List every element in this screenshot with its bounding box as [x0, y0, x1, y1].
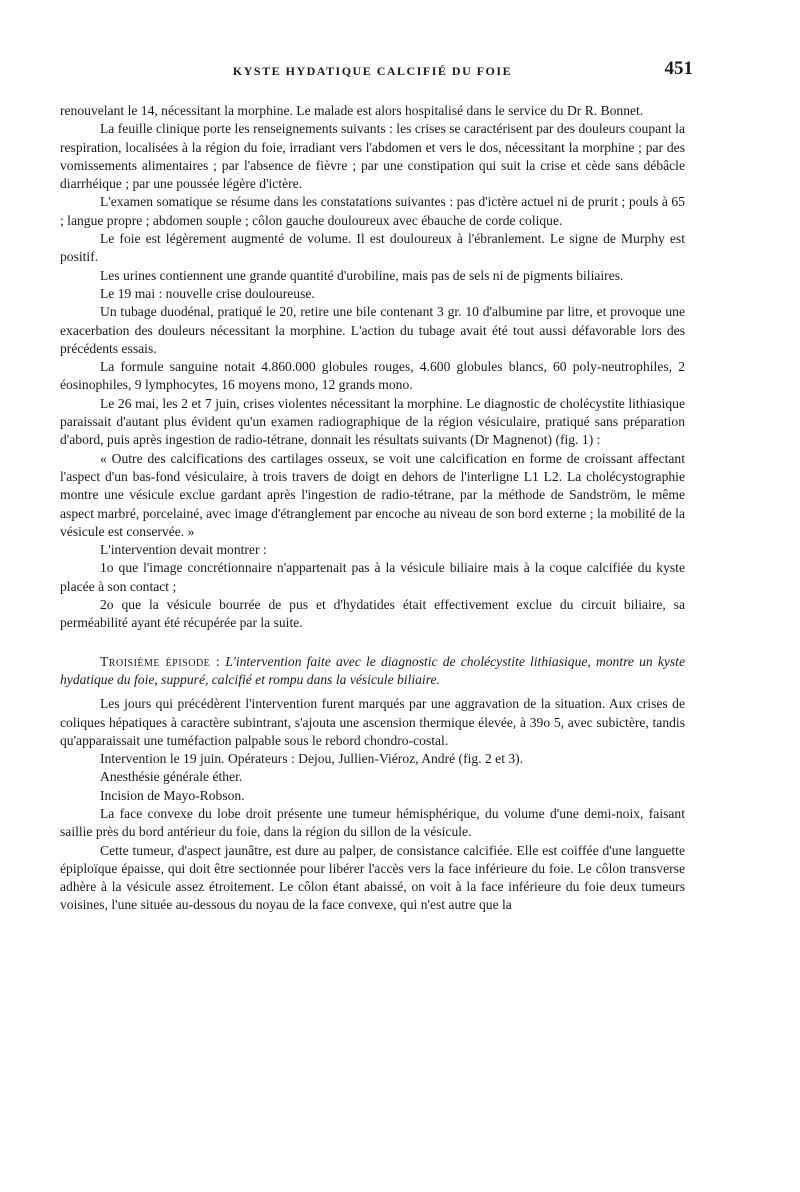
numbered-finding: 1o que l'image concrétionnaire n'appartenait pas à la vésicule biliaire mais à la coque calcifiée du kyste placée à son contact ;	[60, 560, 685, 594]
page-number: 451	[664, 58, 693, 79]
paragraph: Anesthésie générale éther.	[100, 769, 243, 785]
paragraph: Les jours qui précédèrent l'intervention furent marqués par une aggravation de la situation. Aux crises de coliques hépatiques à caractère subintrant, s'ajouta une ascension thermique élevée, à 39o 5, avec subictère, tandis qu'apparaissait une tuméfaction palpable sous le rebord chondro-costal.	[60, 696, 685, 748]
running-title: KYSTE HYDATIQUE CALCIFIÉ DU FOIE	[232, 64, 513, 78]
paragraph: La formule sanguine notait 4.860.000 globules rouges, 4.600 globules blancs, 60 poly-neutrophiles, 2 éosinophiles, 9 lymphocytes, 16 moyens mono, 12 grands mono.	[60, 359, 685, 393]
document-page	[60, 58, 693, 915]
quoted-radiology-report: « Outre des calcifications des cartilages osseux, se voit une calcification en forme de croissant affectant l'aspect d'un bas-fond vésiculaire, à trois travers de doigt en dehors de l'interligne L1 L2. La cholécystographie montre une vésicule exclue gardant après l'ingestion de radio-tétrane, par la méthode de Sandström, le même aspect marbré, porcelainé, avec image d'étranglement par encoche au niveau de son bord externe ; la mobilité de la vésicule est conservée. »	[60, 450, 685, 539]
paragraph: La face convexe du lobe droit présente une tumeur hémisphérique, du volume d'une demi-noix, faisant saillie près du bord antérieur du foie, dans la région du sillon de la vésicule.	[60, 805, 685, 840]
paragraph: Le foie est légèrement augmenté de volume. Il est douloureux à l'ébranlement. Le signe de Murphy est positif.	[60, 231, 685, 265]
paragraph: Le 19 mai : nouvelle crise douloureuse.	[100, 285, 315, 301]
paragraph: L'intervention devait montrer :	[100, 542, 267, 558]
paragraph: Cette tumeur, d'aspect jaunâtre, est dure au palper, de consistance calcifiée. Elle est coiffée d'une languette épiploïque épaisse, qui doit être sectionnée pour libérer l'accès vers la face inférieure du foie. Le côlon transverse adhère à la vésicule assez étroitement. Le côlon étant abaissé, on voit à la face inférieure du foie deux tumeurs voisines, l'une située au-dessous du noyau de la face convexe, qui n'est autre que la	[60, 842, 685, 913]
section-gap	[60, 633, 685, 653]
paragraph: Incision de Mayo-Robson.	[100, 787, 245, 803]
paragraph: Intervention le 19 juin. Opérateurs : Dejou, Jullien-Viéroz, André (fig. 2 et 3).	[100, 751, 524, 767]
paragraph: Les urines contiennent une grande quantité d'urobiline, mais pas de sels ni de pigments biliaires.	[100, 267, 624, 283]
episode-title: L'intervention faite avec le diagnostic de cholécystite lithiasique, montre un kyste hydatique du foie, suppuré, calcifié et rompu dans la vésicule biliaire.	[60, 653, 685, 687]
numbered-finding: 2o que la vésicule bourrée de pus et d'hydatides était effectivement exclue du circuit biliaire, sa perméabilité ayant été récupérée par la suite.	[60, 597, 685, 631]
paragraph: Le 26 mai, les 2 et 7 juin, crises violentes nécessitant la morphine. Le diagnostic de cholécystite lithiasique paraissait d'autant plus évident qu'un examen radiographique de la région vésiculaire, pratiqué sans préparation d'abord, puis après ingestion de radio-tétrane, donnait les résultats suivants (Dr Magnenot) (fig. 1) :	[60, 395, 685, 448]
paragraph: renouvelant le 14, nécessitant la morphine. Le malade est alors hospitalisé dans le service du Dr R. Bonnet.	[60, 103, 644, 118]
body-text	[60, 102, 685, 915]
paragraph: La feuille clinique porte les renseignements suivants : les crises se caractérisent par des douleurs coupant la respiration, localisées à la région du foie, irradiant vers l'abdomen et vers le dos, nécessitant la morphine ; par des vomissements alimentaires ; par l'absence de fièvre ; par une constipation qui suit la crise et cède sans débâcle diarrhéique ; par une poussée légère d'ictère.	[60, 121, 685, 192]
episode-heading	[60, 653, 685, 690]
paragraph: L'examen somatique se résume dans les constatations suivantes : pas d'ictère actuel ni de prurit ; pouls à 65 ; langue propre ; abdomen souple ; côlon gauche douloureux avec ébauche de corde colique.	[60, 194, 685, 228]
paragraph: Un tubage duodénal, pratiqué le 20, retire une bile contenant 3 gr. 10 d'albumine par litre, et provoque une exacerbation des douleurs nécessitant la morphine. L'action du tubage avait été tout aussi défavorable lors des précédents essais.	[60, 304, 685, 356]
episode-label: Troisième épisode :	[100, 653, 221, 669]
running-head	[60, 58, 693, 84]
